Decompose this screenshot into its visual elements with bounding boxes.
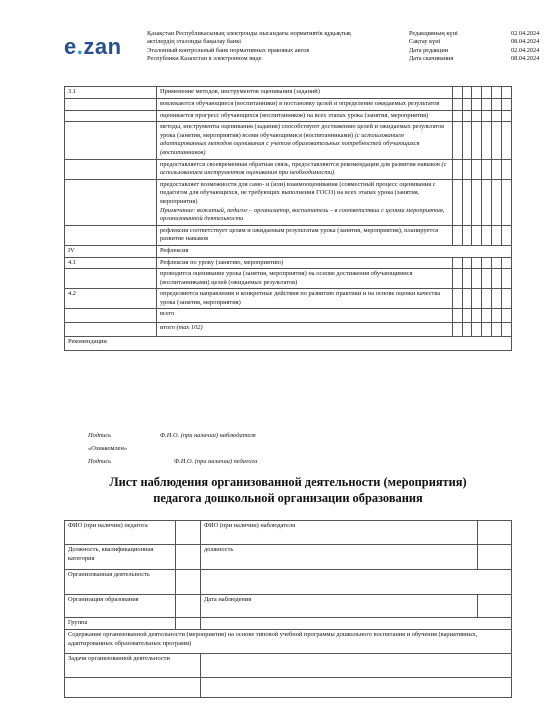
- table-row: [65, 289, 512, 309]
- meta-value: 08.04.2024: [511, 38, 540, 46]
- org-line: актілердің эталонды бақылау банкі: [147, 38, 242, 46]
- label-cell: Должность, квалификационная категория: [65, 545, 176, 570]
- indicator-cell: методы, инструменты оценивания (задания) способствуют достижению целей и ожидаемых результатов урока (занятия, мероприятия) всеми обучающимися (воспитанниками) (с использованием адаптированных методов оценивания с учетом образовательных потребностей обучающихся (воспитанников): [156, 122, 452, 159]
- row-number: 4.1: [65, 257, 157, 269]
- label-cell: Группа: [65, 618, 176, 630]
- recommendations-cell: Рекомендации: [65, 337, 512, 351]
- meta-value: 08.04.2024: [511, 55, 540, 63]
- form-title: [64, 474, 512, 506]
- indicator-cell: вовлекаются обучающиеся (воспитанники) в постановку целей и определение ожидаемых результатов: [156, 99, 452, 111]
- table-row: [65, 654, 512, 678]
- org-line: Қазақстан Республикасының электронды нысандағы нормативтік құқықтық: [147, 30, 352, 37]
- row-number: IV: [65, 245, 157, 257]
- label-cell: Дата наблюдения: [201, 595, 478, 618]
- meta-value: 02.04.2024: [511, 30, 540, 37]
- table-row: [65, 159, 512, 179]
- indicator-cell: оценивается прогресс обучающихся (воспитанников) на всех этапах урока (занятия, мероприятия): [156, 110, 452, 122]
- indicator-cell: предоставляется своевременная обратная связь, предоставляются рекомендации для развития навыков (с использованием инструментов оценивания при необходимости): [156, 159, 452, 179]
- table-row: [65, 309, 512, 323]
- table-row: [65, 323, 512, 337]
- indicator-cell: определяются направления и конкретные действия по развитию практики и на основе оценки качества урока (занятия, мероприятия): [156, 289, 452, 309]
- document-header: [0, 0, 557, 75]
- table-row: [65, 678, 512, 698]
- subtotal-cell: итого (max 102): [156, 323, 452, 337]
- label-cell: Задачи организованной деятельности: [65, 654, 201, 678]
- row-number: 4.2: [65, 289, 157, 309]
- table-row: [65, 337, 512, 351]
- table-row: [65, 245, 512, 257]
- meta-value: 02.04.2024: [511, 46, 540, 54]
- table-row: [65, 179, 512, 225]
- meta-label: Дата редакции: [409, 46, 449, 54]
- criterion-cell: Рефлексия по уроку (занятию, мероприятию): [156, 257, 452, 269]
- table-row: [65, 269, 512, 289]
- label-cell: Организованная деятельность: [65, 570, 176, 595]
- label-cell: ФИО (при наличии) наблюдателя: [201, 521, 478, 545]
- evaluation-table: [64, 86, 512, 351]
- org-line: Эталонный контрольный банк нормативных правовых актов: [147, 46, 310, 54]
- meta-label: Дата скачивания: [409, 55, 454, 63]
- label-cell: ФИО (при наличии) педагога: [65, 521, 176, 545]
- criterion-cell: Применение методов, инструментов оценивания (заданий): [156, 87, 452, 99]
- table-row: [65, 225, 512, 245]
- table-row: [65, 595, 512, 618]
- section-title: Рефлексия: [156, 245, 511, 257]
- total-cell: всего: [156, 309, 452, 323]
- title-line: Лист наблюдения организованной деятельности (мероприятия): [109, 475, 467, 489]
- content-cell: Содержание организованной деятельности (мероприятия) на основе типовой учебной программы дошкольного воспитания и обучения (вариативных, адаптированных образовательных программ): [65, 630, 512, 654]
- table-row: [65, 630, 512, 654]
- table-row: [65, 87, 512, 99]
- org-name-block: [147, 30, 397, 64]
- ezan-logo: e.zan: [64, 34, 122, 59]
- observation-info-table: [64, 520, 512, 698]
- acknowledged-label: «Ознакомлен»: [88, 445, 128, 452]
- label-cell: Организация образования: [65, 595, 176, 618]
- dates-block: [409, 30, 549, 64]
- indicator-cell: проводится оценивание урока (занятия, мероприятия) на основе достижения обучающимися (воспитанниками) целей (ожидаемых результатов): [156, 269, 452, 289]
- indicator-cell: предоставляет возможности для само- и (или) взаимооценивания (совместный процесс оценивания с педагогом для обучающихся, не требующих выполнения ГОСО) на всех этапах урока (занятия, мероприятия) Примечание: вожатый, педагог – организатор, воспитатель – в соответствии с целями мероприятия, организованной деятельности: [156, 179, 452, 225]
- table-row: [65, 110, 512, 122]
- table-row: [65, 570, 512, 595]
- row-number: 3.1: [65, 87, 157, 99]
- signature-observer: Подпись Ф.И.О. (при наличии) наблюдателя: [88, 432, 256, 439]
- table-row: [65, 99, 512, 111]
- note-text: Примечание: вожатый, педагог – организатор, воспитатель – в соответствии с целями мероприятия, организованной деятельности: [159, 206, 445, 223]
- indicator-cell: рефлексия соответствует целям и ожидаемым результатам урока (занятия, мероприятия), планируется развитие навыков: [156, 225, 452, 245]
- meta-label: Сақтау күні: [409, 38, 441, 46]
- table-row: [65, 545, 512, 570]
- table-row: [65, 618, 512, 630]
- signature-teacher: Подпись Ф.И.О. (при наличии) педагога: [88, 458, 258, 465]
- org-line: Республики Казахстан в электронном виде: [147, 55, 262, 63]
- meta-label: Редакцияның күні: [409, 30, 458, 37]
- label-cell: должность: [201, 545, 478, 570]
- title-line: педагога дошкольной организации образования: [153, 491, 423, 505]
- table-row: [65, 122, 512, 159]
- table-row: [65, 257, 512, 269]
- table-row: [65, 521, 512, 545]
